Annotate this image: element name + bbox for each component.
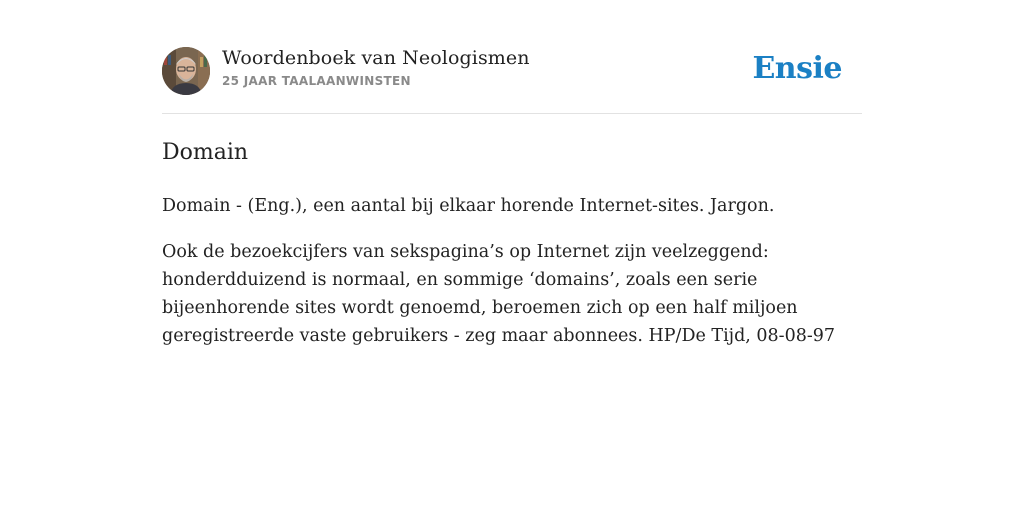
content-container [162,46,862,350]
entry-definition: Domain - (Eng.), een aantal bij elkaar horende Internet-sites. Jargon. [162,196,775,216]
site-title[interactable]: Woordenboek van Neologismen [222,47,530,69]
header-divider [162,113,862,114]
header [162,46,862,96]
site-title-block [222,46,530,88]
brand-logo[interactable]: Ensie [752,51,842,86]
author-portrait-icon [162,47,210,95]
entry-quote: Ook de bezoekcijfers van sekspagina’s op Internet zijn veelzeggend: honderdduizend is normaal, en sommige ‘domains’, zoals een serie bijeenhorende sites wordt genoemd, beroemen zich op een half miljoen geregistreerde vaste gebruikers - zeg maar abonnees. HP/De Tijd, 08-08-97 [162,242,836,346]
site-subtitle: 25 JAAR TAALAANWINSTEN [222,74,411,88]
avatar[interactable] [162,47,210,95]
entry-title: Domain [162,140,249,165]
